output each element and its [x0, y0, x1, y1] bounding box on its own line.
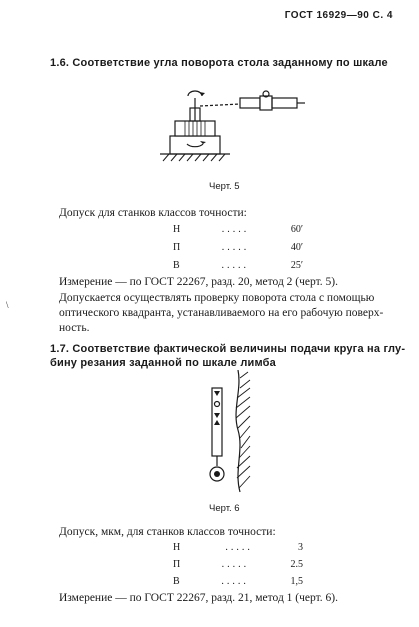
- figure-6-drawing: [200, 370, 260, 495]
- tolerance-row-h-1-7: Н ..... 3: [173, 542, 303, 553]
- allowed-text-line-3: ность.: [59, 322, 90, 334]
- allowed-text-line-2: оптического квадранта, устанавливаемого на его рабочую поверх-: [59, 307, 384, 319]
- figure-6-caption: Черт. 6: [209, 503, 240, 514]
- page-reference: ГОСТ 16929—90 С. 4: [284, 10, 393, 21]
- section-1-6-title: 1.6. Соответствие угла поворота стола заданному по шкале: [50, 57, 388, 69]
- tolerance-row-p-1-7: П ..... 2.5: [173, 559, 303, 570]
- measurement-1-6: Измерение — по ГОСТ 22267, разд. 20, метод 2 (черт. 5).: [59, 276, 338, 288]
- tolerance-row-h: Н ..... 60′: [173, 224, 303, 235]
- margin-mark: \: [6, 300, 9, 310]
- figure-5-caption: Черт. 5: [209, 181, 240, 192]
- figure-5-drawing: [155, 86, 315, 166]
- tolerance-row-p: П ..... 40′: [173, 242, 303, 253]
- section-1-7-title-line-1: 1.7. Соответствие фактической величины подачи круга на глу-: [50, 343, 406, 355]
- section-1-7-title-line-2: бину резания заданной по шкале лимба: [50, 357, 276, 369]
- tolerance-row-v-1-7: В ..... 1,5: [173, 576, 303, 587]
- allowed-text-line-1: Допускается осуществлять проверку поворота стола с помощью: [59, 292, 375, 304]
- tolerance-title-1-6: Допуск для станков классов точности:: [59, 207, 247, 219]
- measurement-1-7: Измерение — по ГОСТ 22267, разд. 21, метод 1 (черт. 6).: [59, 592, 338, 604]
- tolerance-title-1-7: Допуск, мкм, для станков классов точности:: [59, 526, 276, 538]
- tolerance-row-v: В ..... 25′: [173, 260, 303, 271]
